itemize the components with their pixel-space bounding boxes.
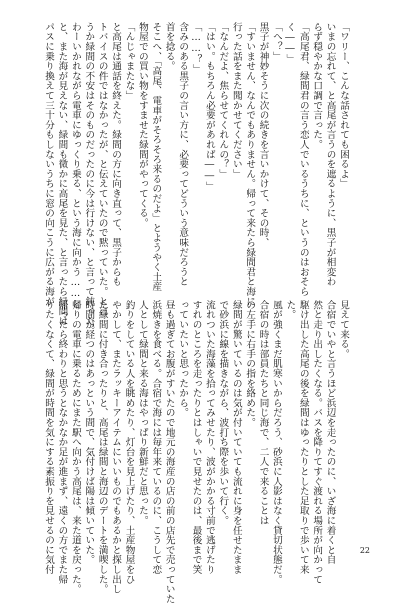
text-line: 緑間が驚いているのは気が付いていても流れに身を任せたまま [230, 300, 242, 575]
text-line: 昼も過ぎてお腹がすいたので地元の海産の店の前の店先で売っていた [163, 300, 175, 604]
text-line: そこへ、「高尾、電車がそろそろ来るのだよ」とようやく土産 [150, 22, 162, 292]
text-line: 「すいません、なんでもありません。帰って来たら緑間君と海に [244, 22, 256, 307]
text-line: 風が強くまだ肌寒いからだろう、砂浜に人影はなく貸切状態だ。 [270, 300, 282, 585]
text-line: すれのところを走ったりとはしゃいで見せたのは、最後まで笑 [190, 300, 202, 575]
text-line: 帰ったら終わりと思うとなかなか足が進まず、遠くの方でまた帰 [56, 300, 68, 585]
text-line: 行った話をまた聞かせてください」 [230, 22, 242, 179]
text-line: トバイスの件ではなかったが、と伝えていたので黙っていた。と言 [96, 22, 108, 316]
text-line: の左手に右手の指を絡めた。 [244, 300, 256, 428]
text-line: 「へ？」 [270, 22, 282, 62]
text-line: で砂浜に線を描きながら、波打ち際を歩いて行く。 [217, 300, 229, 526]
text-line: パスに乗り換えて三十分もしないうちに窓の向こうに広がる海が [43, 22, 55, 307]
text-line: りたくなくて、緑間が時間を気にする素振りを見せるのに気付 [43, 300, 55, 575]
text-line: 見えて来る。 [338, 300, 349, 359]
text-line: 黒子が神妙そうに次の続きを言いかけて、その時、 [257, 22, 269, 248]
page-number: 22 [359, 546, 370, 555]
text-line: と、また海が見えない、緑間も微かに高尾を見た、と言ったら緑間は [56, 22, 68, 326]
text-line: らず穏やかな口調で言った。 [311, 22, 323, 150]
text-line: 人として緑間と来る海はやっぱり新鮮だと思った。 [136, 300, 148, 526]
text-line: 「……？」 [190, 22, 202, 74]
text-line: 「ワリー、こんな話されても困るよ」 [338, 22, 349, 189]
text-line: 然と走り出したくなる。バスを降りてすぐ渡れる場所が向かって [311, 300, 323, 585]
text-line: 「はい。もちろん必要があれば――」 [203, 22, 215, 192]
text-line: 物屋での買い物をすませた緑間がやってくる。 [136, 22, 148, 228]
text-line: うか緑間の不安はそのものだったのに今は行けない、と言って鈍った。 [83, 22, 95, 336]
text-line: 「高尾君、緑間君の言う恋人でいるうちに、というのはおそら [297, 22, 309, 297]
text-line: 駆け出した高尾の後を緑間はゆったりとした足取りで歩いて来 [297, 300, 309, 575]
text-line: 合宿の時は部員たちと同じ海で、二人で来ることは [257, 300, 269, 526]
text-line: 合宿でいやと言うほど浜辺を走ったのに、いざ海に着くと自 [324, 300, 336, 565]
text-line: 釣りをしている人を眺めたり、灯台を見上げたり、土産物屋をひ [123, 300, 135, 585]
text-line: 「んじゃまたな」 [123, 22, 135, 101]
text-line: 「なんだよ、焦らせてくれんの？」 [217, 22, 229, 179]
text-line: く――」 [284, 22, 296, 64]
text-line: わーいかれながら電車にゆっくり乗る、という海に向かう……と [69, 22, 81, 309]
text-line: いまの忘れて、と高尾が言うのを遮るように、黒子が相変わ [324, 22, 336, 287]
text-line: 含みのある黒子の言い方に、必要ってどういう意味だろうと [177, 22, 189, 287]
text-line: っていたいと思ったから。 [177, 300, 189, 418]
text-block-lower [43, 300, 350, 604]
text-line: 帰りの電車に乗るためにまた駅へ向かう高尾は、来た道を戻った。 [69, 300, 81, 594]
text-line: 時間が経つのはあっという間で、気付けば陽は傾いていた。 [83, 300, 95, 565]
text-line: 浜焼きを食べる。合宿で海には毎年来ているのに、こうして恋 [150, 300, 162, 575]
text-line: やかして、またラッキーアイテムにいいものでもあるかと探し出し [110, 300, 122, 594]
text-line: た緑間に付き合ったりと、高尾は緑間と海辺のデートを満喫した。 [96, 300, 108, 594]
text-line: た。 [284, 300, 296, 320]
text-line: 流れついた海藻を拾ってみせたり、波がかかる寸前で逃げたり [203, 300, 215, 575]
text-line: 首を捻る。 [163, 22, 175, 71]
text-line: と高尾は通話を終えた。緑間の方に向き直って、黒子からも [110, 22, 122, 287]
